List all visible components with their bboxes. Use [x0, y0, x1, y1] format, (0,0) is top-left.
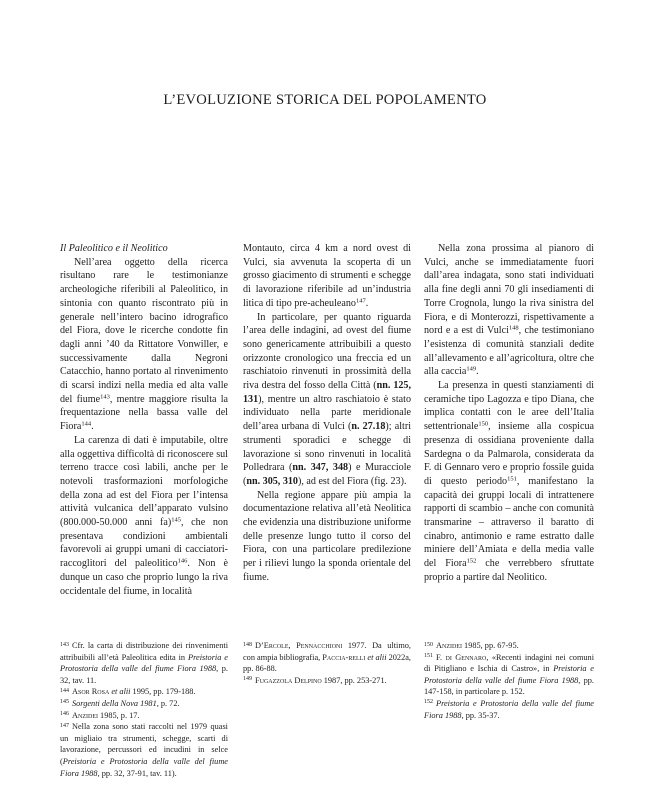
footnote-ref[interactable]: 152 [466, 557, 477, 565]
section-title: Il Paleolitico e il Neolitico [60, 243, 168, 254]
footnote-ref[interactable]: 144 [81, 420, 92, 428]
footnote: $^{149}$ Fugazzola Delpino 1987, pp. 253-271. [243, 675, 387, 685]
text-column-3 [424, 242, 594, 585]
footnote: $^{143}$ Cfr. la carta di distribuzione dei rinvenimenti attribuibili all’età Paleolitica edita in Preistoria e Protostoria della valle del fiume Fiora 1988, p. 32, tav. 11. [60, 641, 228, 685]
paragraph: Nella zona prossima al pianoro di Vulci, anche se immediatamente fuori dall’area indagata, sono stati individuati alla fine degli anni 70 gli insediamenti di Torre Crognola, lungo la riva sinistra del Fiora, e di Monterozzi, rispettivamente a nord e a est di Vulci$^{148}$, che testimoniano l’esistenza di comunità stanziali dedite all’allevamento e all’agricoltura, oltre che alla caccia$^{149}$. [424, 243, 594, 378]
footnote-ref[interactable]: 145 [171, 516, 181, 524]
footnote: $^{147}$ Nella zona sono stati raccolti nel 1979 quasi un migliaio tra strumenti, schegge, scarti di lavorazione, percussori ed incudini in selce (Preistoria e Protostoria della valle del fiume Fiora 1988, pp. 32, 37-91, tav. 11). [60, 722, 228, 778]
paragraph: Nell’area oggetto della ricerca risultano rare le testimonianze archeologiche riferibili al Paleolitico, in sintonia con quanto riscontrato più in generale nell’intero bacino idrografico del Fiora, dove le ricerche condotte fin dagli anni ’40 da Rittatore Vonwiller, e successivamente dalla Negroni Catacchio, hanno portato al rinvenimento di scarsi indizi nella media ed alta valle del fiume$^{143}$, mentre maggiore risulta la frequentazione nella bassa valle del Fiora$^{144}$. [60, 256, 228, 433]
footnote-ref[interactable]: 147 [355, 297, 366, 305]
paragraph: In particolare, per quanto riguarda l’area delle indagini, ad ovest del fiume sono genericamente attribuibili a questo orizzonte cronologico una freccia ed un raschiatoio rinvenuti in prossimità della riva destra del fosso della Città (nn. 125, 131), mentre un altro raschiatoio è stato individuato nella parte meridionale dell’area urbana di Vulci (n. 27.18); altri strumenti sporadici e schegge di lavorazione si sono rinvenuti in località Polledrara (nn. 347, 348) e Muracciole (nn. 305, 310), ad est del Fiora (fig. 23). [243, 311, 412, 487]
footnote-ref[interactable]: 149 [466, 365, 477, 373]
footnote: $^{146}$ Anzidei 1985, p. 17. [60, 710, 140, 720]
site-number: nn. 347, 348 [292, 462, 349, 474]
footnote: $^{144}$ Asor Rosa et alii 1995, pp. 179-188. [60, 687, 196, 697]
footnote: $^{150}$ Anzidei 1985, pp. 67-95. [424, 641, 519, 650]
footnote: $^{152}$ Preistoria e Protostoria della valle del fiume Fiora 1988, pp. 35-37. [424, 698, 594, 720]
footnote: $^{148}$ D’Ercole, Pennacchioni 1977. Da ultimo, con ampia bibliografia, Paccia-relli et alii 2022a, pp. 86-88. [243, 641, 411, 674]
footnote-ref[interactable]: 150 [478, 420, 489, 428]
paragraph: Nella regione appare più ampia la documentazione relativa all’età Neolitica che evidenzia una distribuzione uniforme delle presenze lungo tutto il corso del Fiora, con una particolare predilezione per i rilievi lungo la sponda orientale del fiume. [243, 489, 411, 583]
footnote-ref[interactable]: 151 [507, 475, 517, 483]
site-number: nn. 305, 310 [246, 475, 298, 487]
footnote-ref[interactable]: 148 [508, 324, 519, 332]
footnotes-column-3 [424, 640, 594, 721]
footnote: $^{145}$ Sorgenti della Nova 1981, p. 72. [60, 698, 180, 708]
footnotes-column-2 [243, 640, 411, 686]
footnote-ref[interactable]: 146 [177, 557, 188, 565]
text-column-2 [243, 242, 411, 585]
footnote-ref[interactable]: 143 [100, 393, 110, 401]
footnote: $^{151}$ F. di Gennaro, «Recenti indagini nei comuni di Pitigliano e Ischia di Castro», in Preistoria e Protostoria della valle del fiume Fiora 1988, pp. 147-158, in particolare p. 152. [424, 652, 595, 697]
paragraph: La presenza in questi stanziamenti di ceramiche tipo Lagozza e tipo Diana, che implica contatti con le aree dell’Italia settentrionale$^{150}$, insieme alla cospicua presenza di ossidiana proveniente dalla Sardegna o da Palmarola, considerata da F. di Gennaro vero e proprio fossile guida di questo periodo$^{151}$, manifestano la capacità dei gruppi locali di intrattenere rapporti di scambio – anche con comunità transmarine – attraverso il baratto di cinabro, antimonio e rame estratto dalle miniere dell’Amiata e della media valle del Fiora$^{152}$ che verrebbero sfruttate proprio a partire dal Neolitico. [424, 380, 594, 583]
paragraph: La carenza di dati è imputabile, oltre alla oggettiva difficoltà di riconoscere sul terreno tracce così labili, anche per le notevoli trasformazioni morfologiche della zona ad est del Fiora per l’intensa attività vulcanica dell’apparato vulsino (800.000-50.000 anni fa)$^{145}$, che non presentava condizioni ambientali favorevoli ai gruppi umani di cacciatori-raccoglitori del paleolitico$^{146}$. Non è dunque un caso che proprio lungo la riva occidentale del fiume, in località [60, 434, 228, 597]
site-number: nn. 125, 131 [243, 380, 411, 405]
paragraph: Montauto, circa 4 km a nord ovest di Vulci, sia avvenuta la scoperta di un grosso giacimento di strumenti e schegge di lavorazione riferibile ad un’industria litica di tipo pre-acheuleano$^{147}$. [243, 243, 411, 309]
footnotes-column-1 [60, 640, 228, 779]
text-column-1 [60, 242, 228, 598]
site-number: n. 27.18 [351, 421, 386, 433]
page-title: L’EVOLUZIONE STORICA DEL POPOLAMENTO [163, 92, 487, 108]
